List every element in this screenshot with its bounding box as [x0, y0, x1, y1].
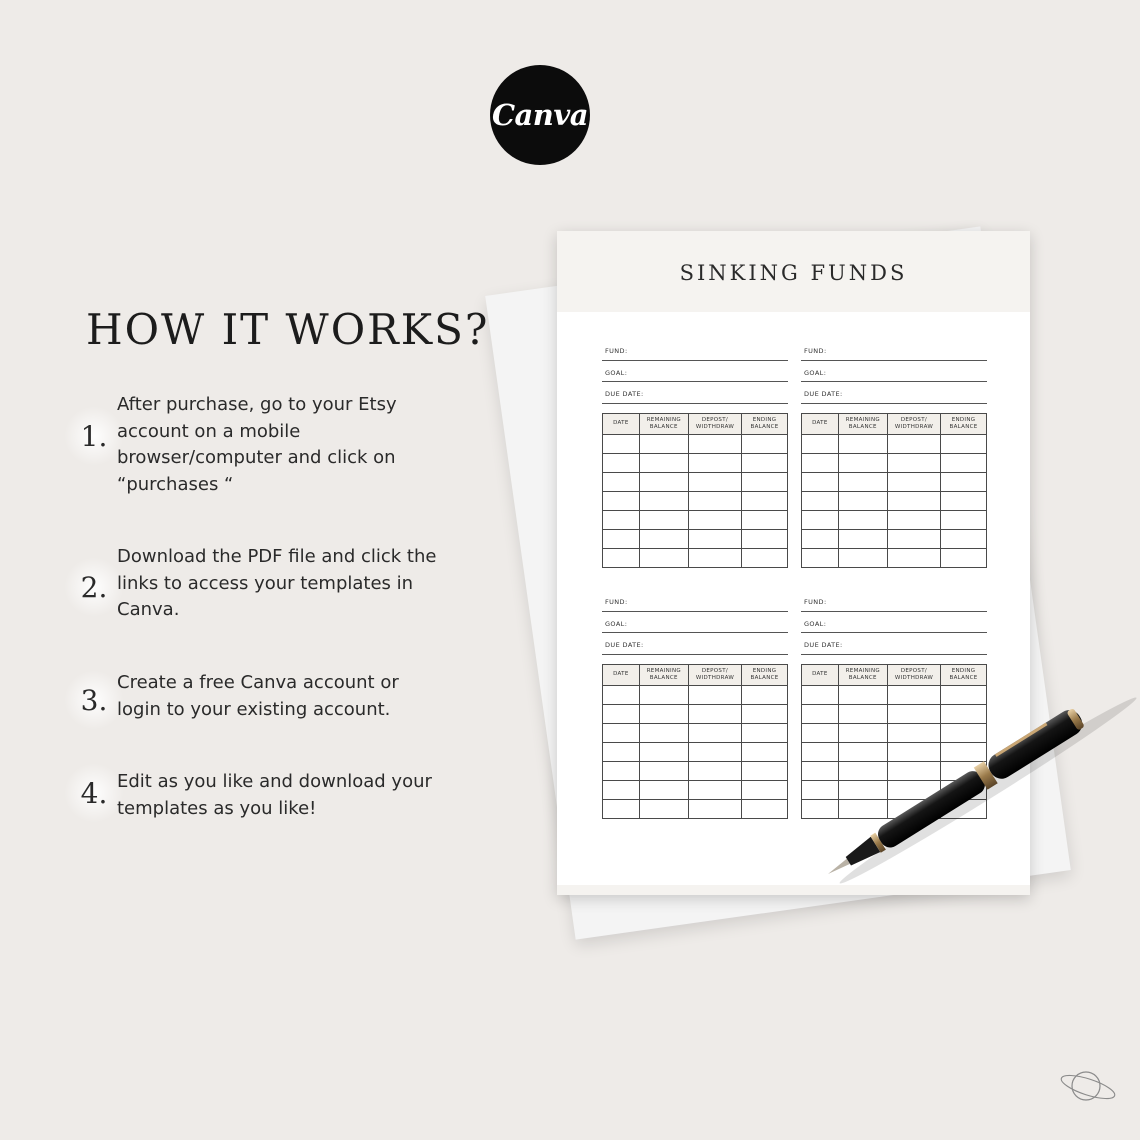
table-cell [688, 529, 741, 548]
table-header-row [802, 413, 987, 434]
table-cell [941, 472, 987, 491]
table-cell [603, 704, 640, 723]
table-header-row [603, 664, 788, 685]
table-cell [742, 510, 788, 529]
table-cell [603, 548, 640, 567]
table-row [802, 453, 987, 472]
table-cell [688, 742, 741, 761]
due-date-field-label: DUE DATE: [801, 382, 987, 404]
table-cell [603, 472, 640, 491]
goal-field-label: GOAL: [602, 361, 788, 383]
table-cell [639, 472, 688, 491]
column-header: ENDING BALANCE [742, 413, 788, 434]
table-cell [742, 799, 788, 818]
fund-field-label: FUND: [801, 339, 987, 361]
table-cell [639, 510, 688, 529]
table-cell [742, 453, 788, 472]
table-cell [742, 723, 788, 742]
table-cell [688, 548, 741, 567]
logo-text: Canva [491, 98, 589, 132]
table-cell [887, 491, 940, 510]
table-cell [742, 742, 788, 761]
table-cell [742, 472, 788, 491]
fund-table [602, 413, 788, 568]
table-cell [802, 434, 839, 453]
due-date-field-label: DUE DATE: [602, 382, 788, 404]
table-row [603, 529, 788, 548]
table-row [802, 548, 987, 567]
goal-field-label: GOAL: [801, 612, 987, 634]
step-number: 4. [72, 771, 116, 815]
page-title: HOW IT WORKS? [86, 305, 490, 354]
table-cell [603, 685, 640, 704]
table-row [802, 472, 987, 491]
fund-block [602, 590, 788, 819]
goal-field-label: GOAL: [801, 361, 987, 383]
table-cell [603, 434, 640, 453]
table-cell [742, 761, 788, 780]
table-cell [688, 704, 741, 723]
table-cell [742, 780, 788, 799]
table-cell [742, 704, 788, 723]
column-header: DEPOST/ WIDTHDRAW [688, 413, 741, 434]
table-cell [742, 685, 788, 704]
table-row [603, 472, 788, 491]
table-cell [688, 761, 741, 780]
table-cell [887, 453, 940, 472]
table-cell [742, 548, 788, 567]
table-cell [639, 491, 688, 510]
table-row [802, 510, 987, 529]
column-header: ENDING BALANCE [941, 413, 987, 434]
table-cell [887, 510, 940, 529]
planet-icon [1058, 1063, 1118, 1108]
step-text: Create a free Canva account or login to your existing account. [117, 672, 399, 720]
column-header: REMAINING BALANCE [639, 413, 688, 434]
table-cell [838, 472, 887, 491]
fund-block [801, 339, 987, 568]
table-cell [603, 780, 640, 799]
table-cell [802, 453, 839, 472]
table-cell [639, 704, 688, 723]
step-text: Edit as you like and download your templates as you like! [117, 771, 432, 819]
table-cell [639, 723, 688, 742]
table-cell [941, 434, 987, 453]
table-cell [603, 723, 640, 742]
column-header: REMAINING BALANCE [639, 664, 688, 685]
table-cell [603, 510, 640, 529]
table-cell [688, 491, 741, 510]
table-cell [688, 685, 741, 704]
table-header-row [802, 664, 987, 685]
table-cell [603, 453, 640, 472]
step-text: Download the PDF file and click the links to access your templates in Canva. [117, 546, 437, 620]
goal-field-label: GOAL: [602, 612, 788, 634]
table-cell [802, 472, 839, 491]
table-row [603, 510, 788, 529]
table-cell [742, 434, 788, 453]
table-row [802, 434, 987, 453]
table-cell [742, 529, 788, 548]
column-header: DATE [802, 664, 839, 685]
step-number: 1. [72, 414, 116, 458]
column-header: DEPOST/ WIDTHDRAW [887, 664, 940, 685]
table-cell [941, 453, 987, 472]
table-cell [802, 529, 839, 548]
table-cell [639, 799, 688, 818]
table-row [603, 780, 788, 799]
table-cell [639, 685, 688, 704]
column-header: ENDING BALANCE [941, 664, 987, 685]
sheet-title: SINKING FUNDS [679, 261, 908, 285]
step-text: After purchase, go to your Etsy account on a mobile browser/computer and click on “purchases “ [117, 394, 397, 495]
fund-table [801, 413, 987, 568]
table-cell [838, 529, 887, 548]
table-cell [639, 529, 688, 548]
column-header: DEPOST/ WIDTHDRAW [688, 664, 741, 685]
table-row [603, 453, 788, 472]
table-cell [838, 453, 887, 472]
table-cell [887, 434, 940, 453]
table-cell [688, 434, 741, 453]
table-cell [887, 472, 940, 491]
table-cell [688, 799, 741, 818]
column-header: DATE [603, 664, 640, 685]
table-cell [941, 510, 987, 529]
table-row [603, 491, 788, 510]
table-cell [941, 529, 987, 548]
column-header: DATE [802, 413, 839, 434]
due-date-field-label: DUE DATE: [801, 633, 987, 655]
sheet-header [557, 231, 1030, 312]
canva-logo [490, 65, 590, 165]
fund-table [602, 664, 788, 819]
table-row [603, 685, 788, 704]
table-cell [688, 472, 741, 491]
column-header: ENDING BALANCE [742, 664, 788, 685]
table-row [603, 742, 788, 761]
table-row [802, 529, 987, 548]
table-cell [742, 491, 788, 510]
table-row [603, 761, 788, 780]
table-row [603, 704, 788, 723]
table-cell [603, 742, 640, 761]
column-header: REMAINING BALANCE [838, 664, 887, 685]
table-cell [603, 761, 640, 780]
table-cell [603, 529, 640, 548]
due-date-field-label: DUE DATE: [602, 633, 788, 655]
table-cell [802, 510, 839, 529]
fund-field-label: FUND: [801, 590, 987, 612]
table-cell [603, 799, 640, 818]
table-cell [688, 780, 741, 799]
table-cell [838, 491, 887, 510]
table-cell [688, 723, 741, 742]
table-cell [639, 453, 688, 472]
column-header: REMAINING BALANCE [838, 413, 887, 434]
table-cell [639, 434, 688, 453]
table-cell [838, 548, 887, 567]
table-cell [941, 491, 987, 510]
table-cell [887, 529, 940, 548]
table-cell [639, 761, 688, 780]
table-row [603, 548, 788, 567]
fund-field-label: FUND: [602, 339, 788, 361]
table-row [603, 799, 788, 818]
step-number: 2. [72, 565, 116, 609]
table-cell [802, 491, 839, 510]
table-cell [802, 548, 839, 567]
table-cell [603, 491, 640, 510]
table-cell [941, 548, 987, 567]
table-cell [688, 510, 741, 529]
table-header-row [603, 413, 788, 434]
table-row [603, 723, 788, 742]
pen-icon [822, 690, 1140, 890]
fund-field-label: FUND: [602, 590, 788, 612]
table-row [603, 434, 788, 453]
table-cell [639, 742, 688, 761]
table-cell [838, 434, 887, 453]
table-cell [639, 780, 688, 799]
table-cell [639, 548, 688, 567]
fund-block [602, 339, 788, 568]
table-cell [688, 453, 741, 472]
step-number: 3. [72, 678, 116, 722]
table-row [802, 491, 987, 510]
column-header: DEPOST/ WIDTHDRAW [887, 413, 940, 434]
column-header: DATE [603, 413, 640, 434]
table-cell [887, 548, 940, 567]
table-cell [838, 510, 887, 529]
